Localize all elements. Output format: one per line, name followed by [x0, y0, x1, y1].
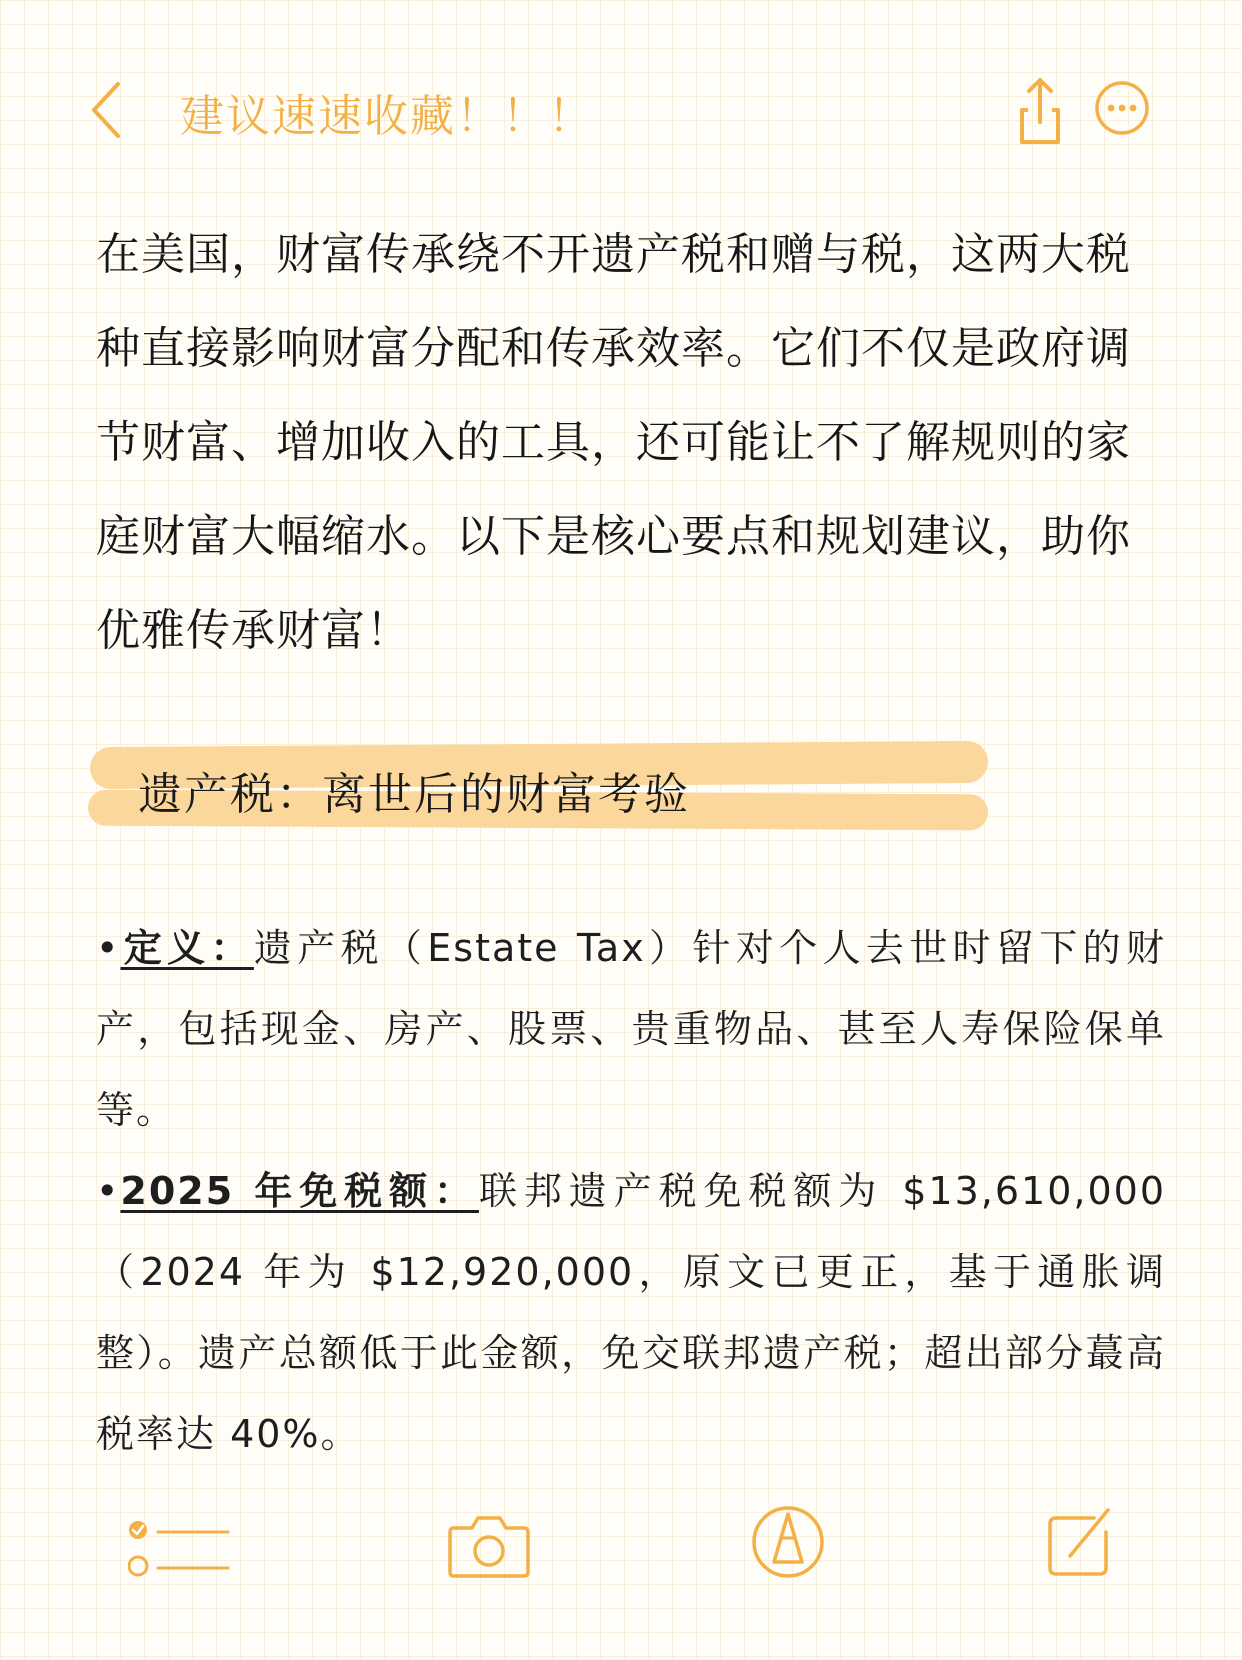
navigation-bar — [0, 60, 1242, 156]
bullet-list — [96, 908, 1166, 1475]
intro-paragraph: 在美国，财富传承绕不开遗产税和赠与税，这两大税种直接影响财富分配和传承效率。它们不仅是政府调节财富、增加收入的工具，还可能让不了解规则的家庭财富大幅缩水。以下是核心要点和规划建议，助你优雅传承财富！ — [96, 229, 1131, 656]
bullet-text: 遗产税（Estate Tax）针对个人去世时留下的财产，包括现金、房产、股票、贵重物品、甚至人寿保险保单等。 — [96, 926, 1166, 1132]
bullet-key: 2025 年免税额： — [120, 1169, 479, 1213]
note-title: 建议速速收藏！！！ — [180, 91, 594, 142]
camera-button[interactable] — [446, 1510, 532, 1582]
checklist-icon — [128, 1518, 232, 1588]
bullet-marker: • — [96, 926, 121, 970]
bullet-text: 联邦遗产税免税额为 $13,610,000（2024 年为 $12,920,000，原文已更正，基于通胀调整）。遗产总额低于此金额，免交联邦遗产税；超出部分蕞高税率达 40%。 — [96, 1169, 1166, 1456]
back-button[interactable] — [86, 78, 136, 142]
bullet-exemption — [96, 1151, 1166, 1475]
camera-icon — [446, 1510, 532, 1582]
markup-pen-icon — [750, 1504, 826, 1580]
bullet-key: 定义： — [120, 926, 254, 970]
bottom-toolbar — [0, 1500, 1242, 1600]
markup-button[interactable] — [750, 1504, 826, 1580]
compose-icon — [1046, 1506, 1114, 1580]
checklist-button[interactable] — [128, 1518, 232, 1588]
section-heading — [88, 740, 988, 836]
more-options-button[interactable] — [1094, 80, 1150, 136]
bullet-marker: • — [96, 1169, 121, 1213]
bullet-definition — [96, 908, 1166, 1151]
section-title: 遗产税：离世后的财富考验 — [138, 769, 690, 820]
chevron-left-icon — [86, 78, 136, 142]
share-button[interactable] — [1016, 72, 1064, 148]
compose-button[interactable] — [1046, 1506, 1114, 1580]
share-icon — [1016, 72, 1064, 148]
ellipsis-circle-icon — [1094, 80, 1150, 136]
